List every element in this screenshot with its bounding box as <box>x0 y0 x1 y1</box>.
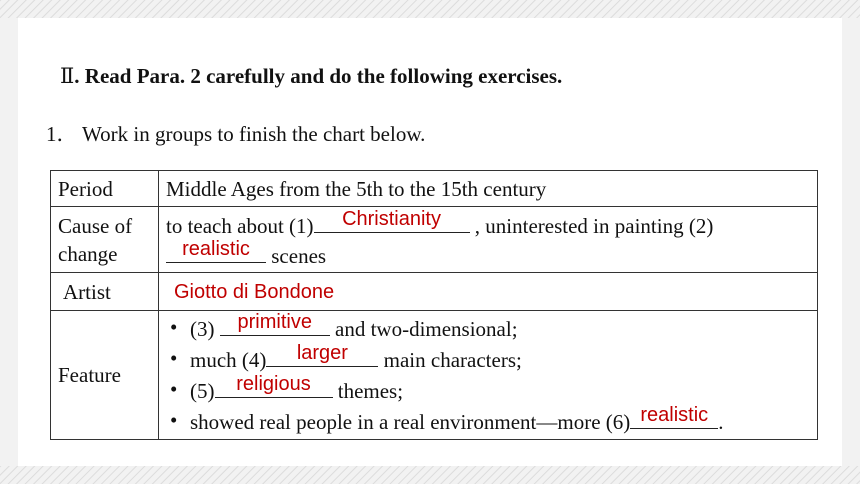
blank-4 <box>266 344 378 367</box>
feature-item <box>166 406 810 437</box>
blank-6 <box>630 406 718 429</box>
feature-prefix: showed real people in a real environment—more (6) <box>190 410 631 434</box>
feature-label: Feature <box>51 311 159 440</box>
cause-label-line2: change <box>58 241 118 266</box>
feature-suffix: . <box>718 410 724 434</box>
cause-label <box>51 207 159 273</box>
answer-5: religious <box>236 373 311 395</box>
answer-6: realistic <box>640 404 709 426</box>
feature-suffix: themes; <box>332 379 404 403</box>
exercise-heading <box>60 64 562 89</box>
blank-2 <box>166 237 266 263</box>
bottom-border-pattern <box>0 466 860 484</box>
period-label: Period <box>51 171 159 207</box>
cause-text-a: to teach about (1) <box>166 213 314 238</box>
feature-list <box>166 313 810 437</box>
artist-label-text: Artist <box>63 279 111 304</box>
cause-value <box>159 207 818 273</box>
feature-prefix: (3) <box>190 317 220 341</box>
feature-prefix: (5) <box>190 379 215 403</box>
heading-text: . Read Para. 2 carefully and do the following exercises. <box>74 64 563 88</box>
period-value: Middle Ages from the 5th to the 15th century <box>159 171 818 207</box>
instruction-text: Work in groups to finish the chart below. <box>82 122 426 146</box>
answer-4: larger <box>296 342 348 364</box>
cause-text-b: , uninterested in painting (2) <box>469 213 714 238</box>
cause-label-line1: Cause of <box>58 213 133 238</box>
artist-value <box>159 273 818 311</box>
feature-value <box>159 311 818 440</box>
answer-3: primitive <box>237 311 312 333</box>
chart-row-artist <box>51 273 818 311</box>
chart-row-feature <box>51 311 818 440</box>
top-border-pattern <box>0 0 860 18</box>
feature-item <box>166 375 810 406</box>
feature-item <box>166 344 810 375</box>
instruction-number: 1． <box>46 122 78 146</box>
blank-3 <box>220 313 330 336</box>
bullet-icon: • <box>170 315 178 339</box>
bullet-icon: • <box>170 377 178 401</box>
bullet-icon: • <box>170 408 178 432</box>
feature-item <box>166 313 810 344</box>
cause-text-c: scenes <box>266 243 327 268</box>
chart-row-period <box>51 171 818 207</box>
art-history-chart <box>50 170 818 440</box>
instruction-line <box>46 118 425 148</box>
blank-1 <box>314 207 470 233</box>
feature-prefix: much (4) <box>190 348 267 372</box>
artist-answer: Giotto di Bondone <box>174 281 335 303</box>
artist-label <box>51 273 159 311</box>
bullet-icon: • <box>170 346 178 370</box>
chart-row-cause <box>51 207 818 273</box>
answer-1: Christianity <box>342 207 441 230</box>
answer-2: realistic <box>182 237 250 260</box>
heading-numeral: Ⅱ <box>60 64 75 88</box>
feature-suffix: and two-dimensional; <box>329 317 518 341</box>
feature-suffix: main characters; <box>378 348 522 372</box>
blank-5 <box>215 375 333 398</box>
